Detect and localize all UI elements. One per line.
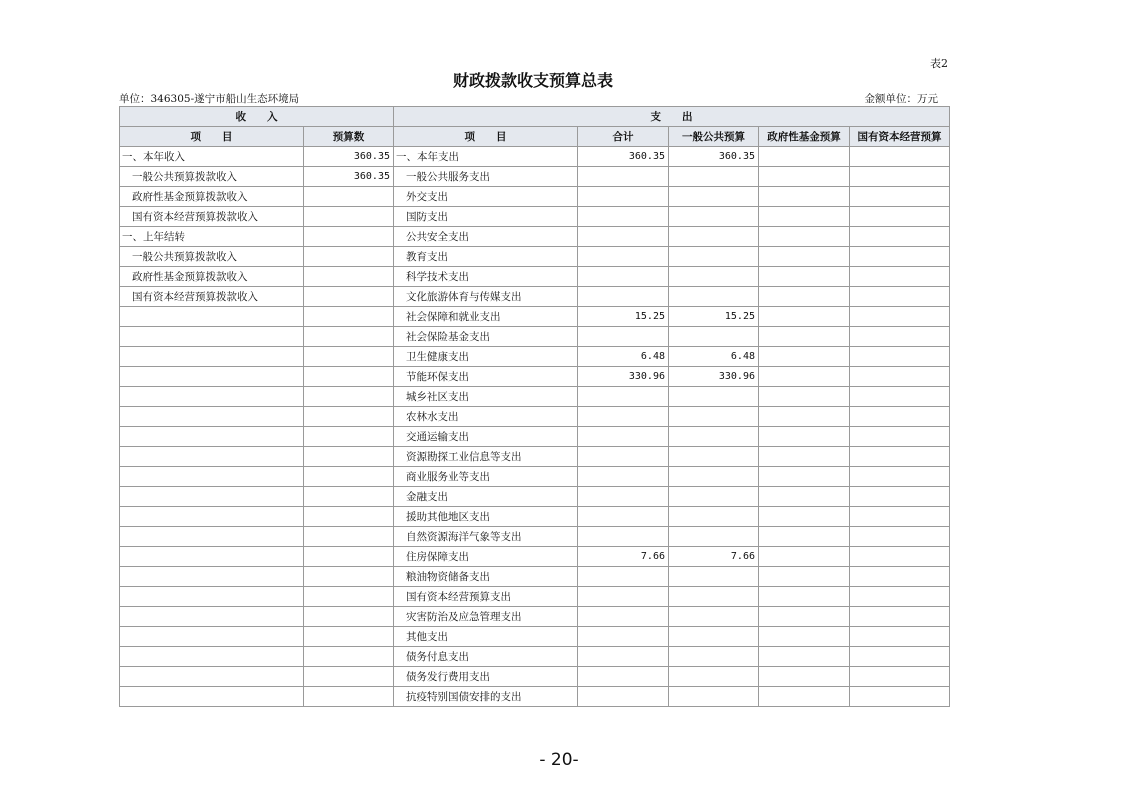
income-amount-cell — [304, 647, 394, 667]
expense-total-cell: 15.25 — [578, 307, 669, 327]
income-amount-cell — [304, 607, 394, 627]
income-item-cell — [120, 587, 304, 607]
general-budget-cell: 7.66 — [669, 547, 759, 567]
general-budget-header: 一般公共预算 — [669, 127, 759, 147]
state-capital-budget-cell — [850, 247, 950, 267]
expense-total-cell — [578, 387, 669, 407]
state-capital-budget-cell — [850, 587, 950, 607]
income-amount-cell — [304, 347, 394, 367]
general-budget-cell — [669, 467, 759, 487]
table-row — [120, 547, 950, 567]
table-row — [120, 407, 950, 427]
income-amount-cell — [304, 267, 394, 287]
fund-budget-cell — [759, 527, 850, 547]
state-capital-budget-cell — [850, 387, 950, 407]
income-amount-cell — [304, 507, 394, 527]
expense-total-cell — [578, 467, 669, 487]
expense-item-cell: 金融支出 — [394, 487, 578, 507]
table-number: 表2 — [930, 57, 948, 70]
income-amount-cell — [304, 487, 394, 507]
general-budget-cell — [669, 527, 759, 547]
general-budget-cell — [669, 567, 759, 587]
expense-item-cell: 外交支出 — [394, 187, 578, 207]
expense-item-cell: 卫生健康支出 — [394, 347, 578, 367]
income-amount-cell — [304, 307, 394, 327]
expense-total-cell — [578, 447, 669, 467]
expense-total-cell — [578, 407, 669, 427]
table-row — [120, 207, 950, 227]
income-item-cell — [120, 467, 304, 487]
table-row — [120, 187, 950, 207]
fund-budget-cell — [759, 607, 850, 627]
expense-total-cell — [578, 487, 669, 507]
expense-item-cell: 国有资本经营预算支出 — [394, 587, 578, 607]
expense-total-cell — [578, 587, 669, 607]
state-capital-budget-cell — [850, 507, 950, 527]
state-capital-budget-cell — [850, 367, 950, 387]
state-capital-budget-cell — [850, 627, 950, 647]
expense-item-header: 项 目 — [394, 127, 578, 147]
expense-total-cell — [578, 207, 669, 227]
expense-item-cell: 住房保障支出 — [394, 547, 578, 567]
expense-item-cell: 社会保障和就业支出 — [394, 307, 578, 327]
income-amount-cell — [304, 247, 394, 267]
expense-item-cell: 节能环保支出 — [394, 367, 578, 387]
expense-total-cell: 7.66 — [578, 547, 669, 567]
expense-item-cell: 一、本年支出 — [394, 147, 578, 167]
state-capital-budget-cell — [850, 147, 950, 167]
budget-summary-table — [119, 106, 950, 707]
table-row — [120, 647, 950, 667]
table-row — [120, 567, 950, 587]
income-item-cell: 一般公共预算拨款收入 — [120, 167, 304, 187]
income-amount-cell — [304, 207, 394, 227]
general-budget-cell: 360.35 — [669, 147, 759, 167]
state-capital-budget-cell — [850, 687, 950, 707]
income-item-cell: 政府性基金预算拨款收入 — [120, 187, 304, 207]
expense-item-cell: 资源勘探工业信息等支出 — [394, 447, 578, 467]
fund-budget-cell — [759, 247, 850, 267]
table-row — [120, 327, 950, 347]
expense-total-cell: 360.35 — [578, 147, 669, 167]
expense-item-cell: 灾害防治及应急管理支出 — [394, 607, 578, 627]
fund-budget-cell — [759, 387, 850, 407]
expense-item-cell: 城乡社区支出 — [394, 387, 578, 407]
expense-total-cell — [578, 647, 669, 667]
fund-budget-cell — [759, 187, 850, 207]
income-amount-cell — [304, 467, 394, 487]
general-budget-cell — [669, 267, 759, 287]
fund-budget-cell — [759, 167, 850, 187]
income-amount-cell — [304, 547, 394, 567]
state-capital-budget-cell — [850, 167, 950, 187]
income-amount-cell — [304, 367, 394, 387]
state-capital-budget-cell — [850, 267, 950, 287]
table-row — [120, 167, 950, 187]
table-row — [120, 347, 950, 367]
expense-item-cell: 社会保险基金支出 — [394, 327, 578, 347]
expense-item-cell: 公共安全支出 — [394, 227, 578, 247]
income-item-cell: 一、上年结转 — [120, 227, 304, 247]
income-amount-cell — [304, 187, 394, 207]
fund-budget-cell — [759, 567, 850, 587]
expense-total-cell — [578, 247, 669, 267]
fund-budget-cell — [759, 267, 850, 287]
income-item-cell — [120, 667, 304, 687]
table-row — [120, 287, 950, 307]
expense-item-cell: 债务付息支出 — [394, 647, 578, 667]
fund-budget-cell — [759, 427, 850, 447]
total-header: 合计 — [578, 127, 669, 147]
state-capital-budget-cell — [850, 187, 950, 207]
expense-total-cell — [578, 187, 669, 207]
income-amount-cell — [304, 667, 394, 687]
income-item-cell: 一般公共预算拨款收入 — [120, 247, 304, 267]
expense-item-cell: 文化旅游体育与传媒支出 — [394, 287, 578, 307]
general-budget-cell — [669, 427, 759, 447]
expense-item-cell: 科学技术支出 — [394, 267, 578, 287]
expense-total-cell — [578, 267, 669, 287]
expense-total-cell — [578, 607, 669, 627]
state-capital-budget-cell — [850, 527, 950, 547]
expense-total-cell — [578, 167, 669, 187]
expense-item-cell: 粮油物资储备支出 — [394, 567, 578, 587]
general-budget-cell — [669, 207, 759, 227]
income-amount-cell — [304, 287, 394, 307]
expense-total-cell — [578, 427, 669, 447]
fund-budget-cell — [759, 327, 850, 347]
fund-budget-cell — [759, 287, 850, 307]
expense-item-cell: 国防支出 — [394, 207, 578, 227]
general-budget-cell: 330.96 — [669, 367, 759, 387]
income-item-cell — [120, 407, 304, 427]
general-budget-cell — [669, 387, 759, 407]
general-budget-cell — [669, 607, 759, 627]
fund-budget-cell — [759, 347, 850, 367]
state-capital-budget-cell — [850, 227, 950, 247]
expense-item-cell: 自然资源海洋气象等支出 — [394, 527, 578, 547]
fund-budget-cell — [759, 367, 850, 387]
income-amount-cell — [304, 427, 394, 447]
page-number: - 20- — [539, 750, 579, 770]
general-budget-cell: 6.48 — [669, 347, 759, 367]
state-capital-budget-cell — [850, 647, 950, 667]
income-item-cell — [120, 687, 304, 707]
general-budget-cell: 15.25 — [669, 307, 759, 327]
general-budget-cell — [669, 487, 759, 507]
table-row — [120, 527, 950, 547]
general-budget-cell — [669, 647, 759, 667]
table-row — [120, 607, 950, 627]
income-item-cell — [120, 647, 304, 667]
income-item-cell — [120, 387, 304, 407]
income-amount-cell — [304, 567, 394, 587]
state-capital-budget-cell — [850, 307, 950, 327]
income-item-cell — [120, 347, 304, 367]
state-capital-budget-cell — [850, 547, 950, 567]
expense-item-cell: 教育支出 — [394, 247, 578, 267]
general-budget-cell — [669, 187, 759, 207]
fund-budget-header: 政府性基金预算 — [759, 127, 850, 147]
income-item-cell — [120, 447, 304, 467]
unit-label: 单位：346305-遂宁市船山生态环境局 — [119, 93, 300, 105]
expense-total-cell — [578, 567, 669, 587]
expense-total-cell — [578, 527, 669, 547]
state-capital-budget-cell — [850, 427, 950, 447]
expense-item-cell: 农林水支出 — [394, 407, 578, 427]
income-item-cell — [120, 427, 304, 447]
fund-budget-cell — [759, 667, 850, 687]
general-budget-cell — [669, 627, 759, 647]
income-item-cell: 国有资本经营预算拨款收入 — [120, 287, 304, 307]
income-amount-cell: 360.35 — [304, 147, 394, 167]
fund-budget-cell — [759, 467, 850, 487]
income-item-cell — [120, 487, 304, 507]
income-amount-cell — [304, 587, 394, 607]
income-item-cell — [120, 627, 304, 647]
page-title: 财政拨款收支预算总表 — [452, 71, 613, 90]
general-budget-cell — [669, 227, 759, 247]
general-budget-cell — [669, 587, 759, 607]
expense-item-cell: 援助其他地区支出 — [394, 507, 578, 527]
expense-header: 支 出 — [394, 107, 950, 127]
expense-item-cell: 交通运输支出 — [394, 427, 578, 447]
general-budget-cell — [669, 287, 759, 307]
income-item-cell — [120, 327, 304, 347]
fund-budget-cell — [759, 687, 850, 707]
income-amount-cell — [304, 327, 394, 347]
table-row — [120, 387, 950, 407]
income-amount-cell — [304, 387, 394, 407]
amount-unit-label: 金额单位：万元 — [864, 93, 938, 105]
table-row — [120, 367, 950, 387]
income-item-cell: 国有资本经营预算拨款收入 — [120, 207, 304, 227]
general-budget-cell — [669, 447, 759, 467]
table-row — [120, 247, 950, 267]
expense-total-cell: 6.48 — [578, 347, 669, 367]
expense-total-cell: 330.96 — [578, 367, 669, 387]
fund-budget-cell — [759, 487, 850, 507]
general-budget-cell — [669, 687, 759, 707]
general-budget-cell — [669, 247, 759, 267]
fund-budget-cell — [759, 147, 850, 167]
table-row — [120, 627, 950, 647]
income-item-cell — [120, 527, 304, 547]
expense-item-cell: 一般公共服务支出 — [394, 167, 578, 187]
table-row — [120, 687, 950, 707]
fund-budget-cell — [759, 447, 850, 467]
income-amount-cell — [304, 447, 394, 467]
expense-total-cell — [578, 507, 669, 527]
table-row — [120, 507, 950, 527]
fund-budget-cell — [759, 227, 850, 247]
expense-item-cell: 债务发行费用支出 — [394, 667, 578, 687]
table-row — [120, 147, 950, 167]
fund-budget-cell — [759, 547, 850, 567]
state-capital-budget-cell — [850, 667, 950, 687]
general-budget-cell — [669, 327, 759, 347]
general-budget-cell — [669, 507, 759, 527]
income-item-cell — [120, 307, 304, 327]
table-row — [120, 447, 950, 467]
state-capital-budget-header: 国有资本经营预算 — [850, 127, 950, 147]
income-item-cell — [120, 607, 304, 627]
expense-total-cell — [578, 287, 669, 307]
expense-total-cell — [578, 227, 669, 247]
fund-budget-cell — [759, 627, 850, 647]
income-amount-cell — [304, 407, 394, 427]
state-capital-budget-cell — [850, 487, 950, 507]
state-capital-budget-cell — [850, 327, 950, 347]
table-row — [120, 467, 950, 487]
expense-total-cell — [578, 687, 669, 707]
general-budget-cell — [669, 407, 759, 427]
fund-budget-cell — [759, 207, 850, 227]
income-amount-cell — [304, 527, 394, 547]
table-row — [120, 427, 950, 447]
table-row — [120, 227, 950, 247]
income-item-cell: 一、本年收入 — [120, 147, 304, 167]
state-capital-budget-cell — [850, 447, 950, 467]
state-capital-budget-cell — [850, 207, 950, 227]
income-amount-cell: 360.35 — [304, 167, 394, 187]
state-capital-budget-cell — [850, 607, 950, 627]
fund-budget-cell — [759, 647, 850, 667]
income-item-cell — [120, 567, 304, 587]
income-item-cell — [120, 507, 304, 527]
expense-item-cell: 商业服务业等支出 — [394, 467, 578, 487]
table-row — [120, 487, 950, 507]
state-capital-budget-cell — [850, 467, 950, 487]
state-capital-budget-cell — [850, 287, 950, 307]
table-row — [120, 667, 950, 687]
general-budget-cell — [669, 667, 759, 687]
expense-item-cell: 抗疫特别国债安排的支出 — [394, 687, 578, 707]
income-header: 收 入 — [120, 107, 394, 127]
income-amount-cell — [304, 687, 394, 707]
table-row — [120, 307, 950, 327]
fund-budget-cell — [759, 587, 850, 607]
table-row — [120, 267, 950, 287]
budget-amount-header: 预算数 — [304, 127, 394, 147]
income-item-cell — [120, 547, 304, 567]
general-budget-cell — [669, 167, 759, 187]
expense-total-cell — [578, 667, 669, 687]
income-amount-cell — [304, 227, 394, 247]
expense-item-cell: 其他支出 — [394, 627, 578, 647]
fund-budget-cell — [759, 407, 850, 427]
expense-total-cell — [578, 327, 669, 347]
fund-budget-cell — [759, 507, 850, 527]
income-item-cell — [120, 367, 304, 387]
expense-total-cell — [578, 627, 669, 647]
state-capital-budget-cell — [850, 407, 950, 427]
table-row — [120, 587, 950, 607]
income-item-cell: 政府性基金预算拨款收入 — [120, 267, 304, 287]
fund-budget-cell — [759, 307, 850, 327]
state-capital-budget-cell — [850, 567, 950, 587]
state-capital-budget-cell — [850, 347, 950, 367]
income-item-header: 项 目 — [120, 127, 304, 147]
income-amount-cell — [304, 627, 394, 647]
